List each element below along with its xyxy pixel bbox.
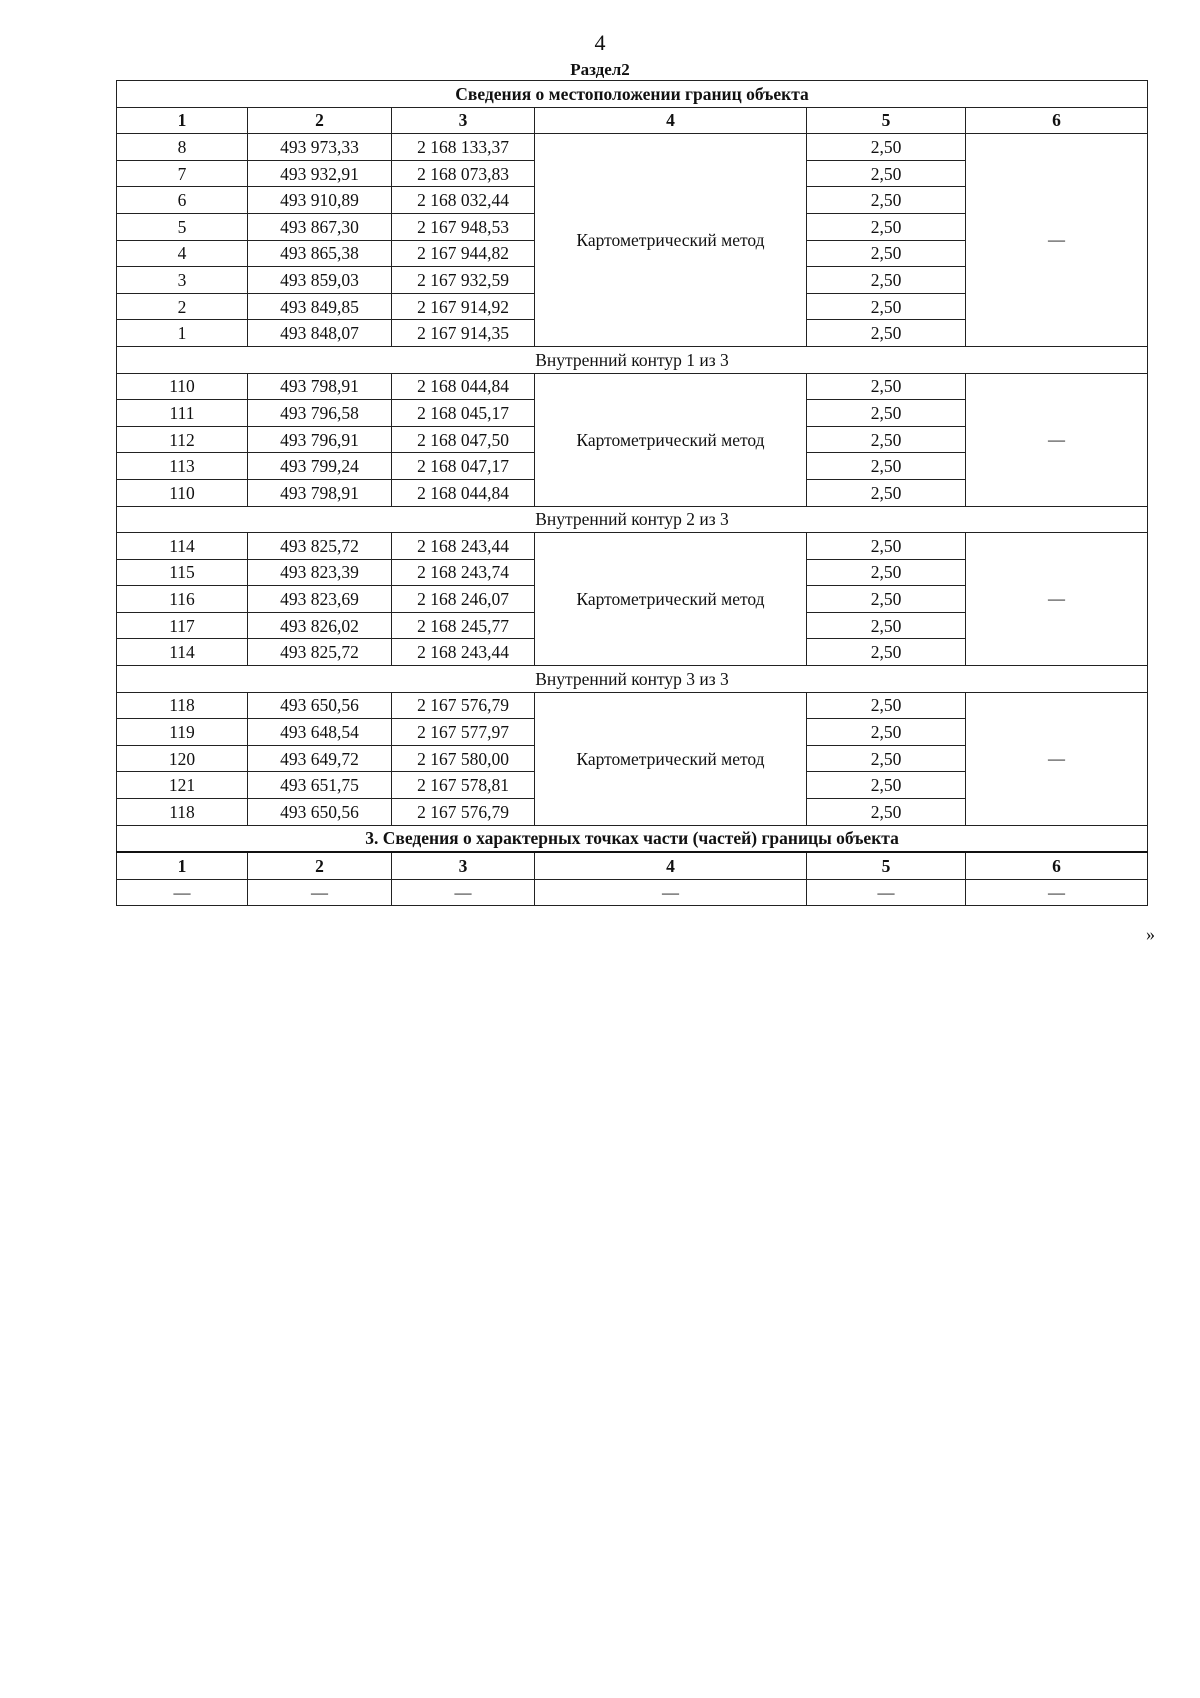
- accuracy-cell: 2,50: [807, 719, 966, 746]
- coordinate-x-cell: 493 825,72: [248, 639, 392, 666]
- point-number-cell: 4: [117, 240, 248, 267]
- coordinate-y-cell: 2 167 914,35: [392, 320, 535, 347]
- coordinate-x-cell: 493 826,02: [248, 612, 392, 639]
- point-number-cell: 121: [117, 772, 248, 799]
- point-number-cell: 5: [117, 213, 248, 240]
- coordinate-x-cell: 493 910,89: [248, 187, 392, 214]
- contour-label-row: [117, 506, 1148, 533]
- accuracy-cell: 2,50: [807, 134, 966, 161]
- coordinate-x-cell: 493 849,85: [248, 293, 392, 320]
- column-number: 6: [966, 107, 1148, 134]
- coordinate-y-cell: 2 168 245,77: [392, 612, 535, 639]
- coordinate-y-cell: 2 168 243,44: [392, 533, 535, 560]
- point-number-cell: 2: [117, 293, 248, 320]
- point-number-cell: 118: [117, 799, 248, 826]
- table-row: [117, 692, 1148, 719]
- column-number: 1: [117, 852, 248, 879]
- point-number-cell: 117: [117, 612, 248, 639]
- accuracy-cell: 2,50: [807, 772, 966, 799]
- section3-empty-row: [117, 879, 1148, 906]
- coordinate-x-cell: 493 932,91: [248, 160, 392, 187]
- coordinate-x-cell: 493 651,75: [248, 772, 392, 799]
- contour-label: Внутренний контур 2 из 3: [117, 506, 1148, 533]
- section3-column-number-row: [117, 852, 1148, 879]
- coordinate-y-cell: 2 168 133,37: [392, 134, 535, 161]
- coordinate-y-cell: 2 167 932,59: [392, 267, 535, 294]
- description-cell: —: [966, 134, 1148, 347]
- accuracy-cell: 2,50: [807, 320, 966, 347]
- section3-title-row: [117, 825, 1148, 852]
- column-number: 4: [535, 107, 807, 134]
- column-number: 5: [807, 107, 966, 134]
- column-number: 5: [807, 852, 966, 879]
- accuracy-cell: 2,50: [807, 799, 966, 826]
- dash-cell: —: [535, 879, 807, 906]
- table-row: [117, 533, 1148, 560]
- coordinate-y-cell: 2 167 578,81: [392, 772, 535, 799]
- coordinate-y-cell: 2 167 577,97: [392, 719, 535, 746]
- coordinate-x-cell: 493 798,91: [248, 373, 392, 400]
- accuracy-cell: 2,50: [807, 639, 966, 666]
- coordinate-y-cell: 2 167 576,79: [392, 692, 535, 719]
- coordinate-y-cell: 2 168 246,07: [392, 586, 535, 613]
- point-number-cell: 120: [117, 745, 248, 772]
- accuracy-cell: 2,50: [807, 692, 966, 719]
- point-number-cell: 110: [117, 479, 248, 506]
- contour-label: Внутренний контур 1 из 3: [117, 346, 1148, 373]
- closing-quote-mark: »: [1146, 924, 1155, 944]
- dash-cell: —: [392, 879, 535, 906]
- point-number-cell: 111: [117, 400, 248, 427]
- point-number-cell: 113: [117, 453, 248, 480]
- coordinate-y-cell: 2 168 044,84: [392, 479, 535, 506]
- accuracy-cell: 2,50: [807, 267, 966, 294]
- column-number: 1: [117, 107, 248, 134]
- method-cell: Картометрический метод: [535, 533, 807, 666]
- point-number-cell: 112: [117, 426, 248, 453]
- accuracy-cell: 2,50: [807, 400, 966, 427]
- accuracy-cell: 2,50: [807, 453, 966, 480]
- table-row: [117, 134, 1148, 161]
- coordinate-y-cell: 2 167 580,00: [392, 745, 535, 772]
- column-number: 4: [535, 852, 807, 879]
- coordinate-x-cell: 493 823,39: [248, 559, 392, 586]
- coordinate-x-cell: 493 648,54: [248, 719, 392, 746]
- accuracy-cell: 2,50: [807, 293, 966, 320]
- dash-cell: —: [248, 879, 392, 906]
- coordinate-y-cell: 2 167 914,92: [392, 293, 535, 320]
- table-title: Сведения о местоположении границ объекта: [117, 81, 1148, 108]
- coordinate-x-cell: 493 798,91: [248, 479, 392, 506]
- coordinate-x-cell: 493 848,07: [248, 320, 392, 347]
- coordinate-y-cell: 2 168 073,83: [392, 160, 535, 187]
- table-row: [117, 373, 1148, 400]
- method-cell: Картометрический метод: [535, 373, 807, 506]
- section3-title: 3. Сведения о характерных точках части (частей) границы объекта: [117, 825, 1148, 852]
- coordinate-y-cell: 2 167 944,82: [392, 240, 535, 267]
- coordinate-x-cell: 493 865,38: [248, 240, 392, 267]
- description-cell: —: [966, 533, 1148, 666]
- method-cell: Картометрический метод: [535, 134, 807, 347]
- accuracy-cell: 2,50: [807, 612, 966, 639]
- method-cell: Картометрический метод: [535, 692, 807, 825]
- dash-cell: —: [807, 879, 966, 906]
- coordinate-x-cell: 493 825,72: [248, 533, 392, 560]
- column-number: 3: [392, 852, 535, 879]
- accuracy-cell: 2,50: [807, 213, 966, 240]
- table-title-row: [117, 81, 1148, 108]
- point-number-cell: 1: [117, 320, 248, 347]
- coordinate-x-cell: 493 649,72: [248, 745, 392, 772]
- coordinate-y-cell: 2 167 948,53: [392, 213, 535, 240]
- point-number-cell: 118: [117, 692, 248, 719]
- accuracy-cell: 2,50: [807, 745, 966, 772]
- coordinate-x-cell: 493 799,24: [248, 453, 392, 480]
- boundary-table: [116, 80, 1148, 906]
- point-number-cell: 114: [117, 533, 248, 560]
- point-number-cell: 7: [117, 160, 248, 187]
- description-cell: —: [966, 373, 1148, 506]
- accuracy-cell: 2,50: [807, 533, 966, 560]
- coordinate-x-cell: 493 650,56: [248, 692, 392, 719]
- accuracy-cell: 2,50: [807, 586, 966, 613]
- point-number-cell: 115: [117, 559, 248, 586]
- page-number: 4: [594, 30, 606, 55]
- dash-cell: —: [966, 879, 1148, 906]
- coordinate-x-cell: 493 796,58: [248, 400, 392, 427]
- coordinate-y-cell: 2 168 047,50: [392, 426, 535, 453]
- contour-label: Внутренний контур 3 из 3: [117, 666, 1148, 693]
- point-number-cell: 110: [117, 373, 248, 400]
- accuracy-cell: 2,50: [807, 373, 966, 400]
- contour-label-row: [117, 346, 1148, 373]
- coordinate-y-cell: 2 168 243,74: [392, 559, 535, 586]
- section-heading: Раздел2: [570, 60, 630, 79]
- description-cell: —: [966, 692, 1148, 825]
- coordinate-y-cell: 2 168 044,84: [392, 373, 535, 400]
- column-number: 2: [248, 107, 392, 134]
- dash-cell: —: [117, 879, 248, 906]
- coordinate-y-cell: 2 167 576,79: [392, 799, 535, 826]
- coordinate-x-cell: 493 796,91: [248, 426, 392, 453]
- accuracy-cell: 2,50: [807, 160, 966, 187]
- accuracy-cell: 2,50: [807, 187, 966, 214]
- accuracy-cell: 2,50: [807, 479, 966, 506]
- contour-label-row: [117, 666, 1148, 693]
- coordinate-x-cell: 493 973,33: [248, 134, 392, 161]
- coordinate-y-cell: 2 168 032,44: [392, 187, 535, 214]
- coordinate-y-cell: 2 168 045,17: [392, 400, 535, 427]
- column-number: 2: [248, 852, 392, 879]
- coordinate-x-cell: 493 823,69: [248, 586, 392, 613]
- point-number-cell: 6: [117, 187, 248, 214]
- coordinate-x-cell: 493 867,30: [248, 213, 392, 240]
- column-number-row: [117, 107, 1148, 134]
- coordinate-x-cell: 493 859,03: [248, 267, 392, 294]
- coordinate-y-cell: 2 168 243,44: [392, 639, 535, 666]
- coordinate-y-cell: 2 168 047,17: [392, 453, 535, 480]
- accuracy-cell: 2,50: [807, 559, 966, 586]
- accuracy-cell: 2,50: [807, 240, 966, 267]
- point-number-cell: 114: [117, 639, 248, 666]
- column-number: 6: [966, 852, 1148, 879]
- point-number-cell: 3: [117, 267, 248, 294]
- point-number-cell: 119: [117, 719, 248, 746]
- point-number-cell: 116: [117, 586, 248, 613]
- coordinate-x-cell: 493 650,56: [248, 799, 392, 826]
- accuracy-cell: 2,50: [807, 426, 966, 453]
- point-number-cell: 8: [117, 134, 248, 161]
- boundary-table-body: [117, 81, 1148, 906]
- column-number: 3: [392, 107, 535, 134]
